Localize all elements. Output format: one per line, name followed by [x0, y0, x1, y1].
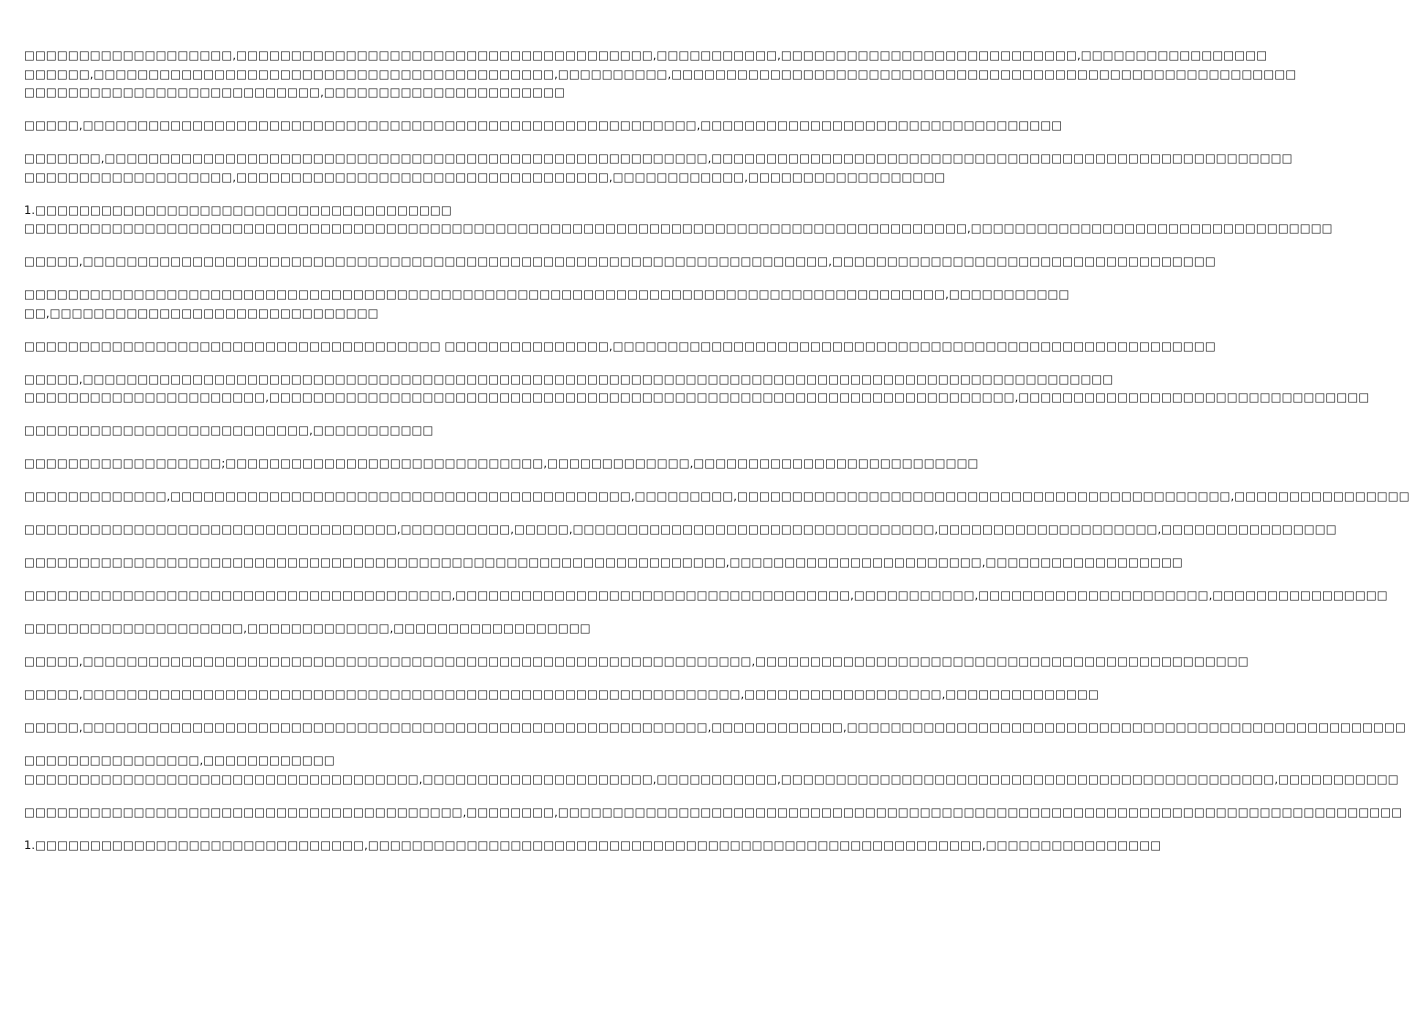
text-line: □□□□□□□□□□□□□□□□,□□□□□□□□□□□□ [24, 753, 335, 767]
text-line: □□□□□□□□□□□□□□□□□□□□□□□□□□□,□□□□□□□□□□□□□□□□□□□□□□ [24, 85, 566, 99]
text-line: □□□□□□□□□□□□□□□□□□□□□□□□□□□□□□□□□□□□□□□□□□□□□□□□□□□□□□□□□□□□□□□□□□□□□□□□□□□□□□□□□□□□□□,□□□□□□□□□□□□□□□□□□□□□□□□□□□□□□□□□ [24, 221, 1333, 235]
body-paragraph [24, 201, 1333, 238]
text-line: 1.□□□□□□□□□□□□□□□□□□□□□□□□□□□□□□□□□□□□□□ [24, 202, 452, 217]
text-line: □□□□□□,□□□□□□□□□□□□□□□□□□□□□□□□□□□□□□□□□□□□□□□□□□,□□□□□□□□□□,□□□□□□□□□□□□□□□□□□□□□□□□□□□□□□□□□□□□□□□□□□□□□□□□□□□□□□□□□ [24, 66, 1297, 81]
body-paragraph [24, 285, 1070, 322]
text-line: □□□□□,□□□□□□□□□□□□□□□□□□□□□□□□□□□□□□□□□□□□□□□□□□□□□□□□□□□□□□□□□□□□□□□□□□□□,□□□□□□□□□□□□□□□□□□□□□□□□□□□□□□□□□□□ [24, 254, 1216, 268]
body-paragraph [24, 421, 696, 440]
body-paragraph [24, 487, 1410, 506]
text-line: □□□□□,□□□□□□□□□□□□□□□□□□□□□□□□□□□□□□□□□□□□□□□□□□□□□□□□□□□□□□□□□,□□□□□□□□□□□□,□□□□□□□□□□□□□□□□□□□□□□□□□□□□□□□□□□□□□□□□□□□□□□□□□□□ [24, 720, 1406, 734]
body-paragraph [24, 586, 1388, 605]
text-line: □□□□□□□□□□□□□□□□□□□□□□□□□□,□□□□□□□□□□□ [24, 423, 434, 437]
body-paragraph [24, 803, 1403, 822]
body-paragraph [24, 718, 1406, 737]
body-paragraph [24, 751, 1399, 788]
body-paragraph [24, 619, 696, 638]
text-line: □□□□□□□,□□□□□□□□□□□□□□□□□□□□□□□□□□□□□□□□□□□□□□□□□□□□□□□□□□□□□□□,□□□□□□□□□□□□□□□□□□□□□□□□□□□□□□□□□□□□□□□□□□□□□□□□□□□□□ [24, 151, 1293, 165]
text-line: □□□□□□□□□□□□□□□□□□□□□□□□□□□□□□□□□□□□□□□,□□□□□□□□□□□□□□□□□□□□□□□□□□□□□□□□□□□□,□□□□□□□□□□□,□□□□□□□□□□□□□□□□□□□□□,□□□□□□□□□□□□□□□□ [24, 588, 1388, 602]
text-line: □□□□□,□□□□□□□□□□□□□□□□□□□□□□□□□□□□□□□□□□□□□□□□□□□□□□□□□□□□□□□□□□□□□,□□□□□□□□□□□□□□□□□□□□□□□□□□□□□□□□□□□□□□□□□□□□□ [24, 654, 1249, 668]
body-paragraph [24, 454, 979, 473]
body-paragraph [24, 149, 1293, 186]
body-paragraph [24, 370, 1370, 407]
text-line: □□□□□□□□□□□□□□□□□□□,□□□□□□□□□□□□□□□□□□□□□□□□□□□□□□□□□□,□□□□□□□□□□□□,□□□□□□□□□□□□□□□□□□ [24, 169, 946, 184]
text-line: □□□□□□□□□□□□□□□□□□□□□□,□□□□□□□□□□□□□□□□□□□□□□□□□□□□□□□□□□□□□□□□□□□□□□□□□□□□□□□□□□□□□□□□□□□□,□□□□□□□□□□□□□□□□□□□□□□□□□□□□□□□□ [24, 390, 1370, 404]
body-paragraph [24, 252, 1216, 271]
text-line: □□□□□,□□□□□□□□□□□□□□□□□□□□□□□□□□□□□□□□□□□□□□□□□□□□□□□□□□□□□□□□□□□□,□□□□□□□□□□□□□□□□□□,□□□□□□□□□□□□□□ [24, 687, 1099, 701]
text-line: □□□□□□□□□□□□□□□□□□□□,□□□□□□□□□□□□□,□□□□□□□□□□□□□□□□□□ [24, 621, 591, 635]
body-paragraph [24, 520, 1337, 539]
body-paragraph [24, 836, 1162, 855]
body-paragraph [24, 553, 1183, 572]
text-line: □□□□□□□□□□□□□□□□□□□□□□□□□□□□□□□□□□,□□□□□□□□□□,□□□□□,□□□□□□□□□□□□□□□□□□□□□□□□□□□□□□□□□,□□□□□□□□□□□□□□□□□□□□,□□□□□□□□□□□□□□□□ [24, 522, 1337, 536]
body-paragraph [24, 116, 1063, 135]
text-line: 1.□□□□□□□□□□□□□□□□□□□□□□□□□□□□□□,□□□□□□□□□□□□□□□□□□□□□□□□□□□□□□□□□□□□□□□□□□□□□□□□□□□□□□□□,□□□□□□□□□□□□□□□□ [24, 837, 1162, 852]
text-line: □□□□□□□□□□□□□□□□□□□□□□□□□□□□□□□□□□□□□□ □□□□□□□□□□□□□□□,□□□□□□□□□□□□□□□□□□□□□□□□□□□□□□□□□□□□□□□□□□□□□□□□□□□□□□□ [24, 338, 1216, 353]
text-line: □□□□□,□□□□□□□□□□□□□□□□□□□□□□□□□□□□□□□□□□□□□□□□□□□□□□□□□□□□□□□□□□□□□□□□□□□□□□□□□□□□□□□□□□□□□□□□□□□□□□ [24, 371, 1114, 386]
text-line: □□□□□□□□□□□□□□□□□□□□□□□□□□□□□□□□□□□□□□□□□□□□□□□□□□□□□□□□□□□□□□□□,□□□□□□□□□□□□□□□□□□□□□□□,□□□□□□□□□□□□□□□□□□ [24, 555, 1183, 569]
text-line: □□□□□□□□□□□□□□□□□□;□□□□□□□□□□□□□□□□□□□□□□□□□□□□□,□□□□□□□□□□□□□,□□□□□□□□□□□□□□□□□□□□□□□□□□ [24, 456, 979, 470]
body-paragraph [24, 685, 1099, 704]
body-paragraph [24, 652, 1249, 671]
text-line: □□,□□□□□□□□□□□□□□□□□□□□□□□□□□□□□□ [24, 305, 379, 320]
text-line: □□□□□□□□□□□□□□□□□□□□□□□□□□□□□□□□□□□□,□□□□□□□□□□□□□□□□□□□□□,□□□□□□□□□□□,□□□□□□□□□□□□□□□□□□□□□□□□□□□□□□□□□□□□□□□□□□□□□,□□□□□□□□□□□ [24, 771, 1399, 786]
body-paragraph [24, 337, 1216, 356]
text-line: □□□□□,□□□□□□□□□□□□□□□□□□□□□□□□□□□□□□□□□□□□□□□□□□□□□□□□□□□□□□□□,□□□□□□□□□□□□□□□□□□□□□□□□□□□□□□□□□ [24, 118, 1063, 132]
document-page [24, 46, 1410, 976]
text-line: □□□□□□□□□□□□□□□□□□□,□□□□□□□□□□□□□□□□□□□□□□□□□□□□□□□□□□□□□□,□□□□□□□□□□□,□□□□□□□□□□□□□□□□□□□□□□□□□□□,□□□□□□□□□□□□□□□□□ [24, 48, 1268, 62]
text-line: □□□□□□□□□□□□□□□□□□□□□□□□□□□□□□□□□□□□□□□□□□□□□□□□□□□□□□□□□□□□□□□□□□□□□□□□□□□□□□□□□□□□,□□□□□□□□□□□ [24, 287, 1070, 301]
body-paragraph [24, 46, 1297, 102]
text-line: □□□□□□□□□□□□□,□□□□□□□□□□□□□□□□□□□□□□□□□□□□□□□□□□□□□□□□□□,□□□□□□□□□,□□□□□□□□□□□□□□□□□□□□□□□□□□□□□□□□□□□□□□□□□□□□□,□□□□□□□□□□□□□□□□ [24, 489, 1410, 503]
text-line: □□□□□□□□□□□□□□□□□□□□□□□□□□□□□□□□□□□□□□□□,□□□□□□□□,□□□□□□□□□□□□□□□□□□□□□□□□□□□□□□□□□□□□□□□□□□□□□□□□□□□□□□□□□□□□□□□□□□□□□□□□□□□□□ [24, 804, 1403, 819]
